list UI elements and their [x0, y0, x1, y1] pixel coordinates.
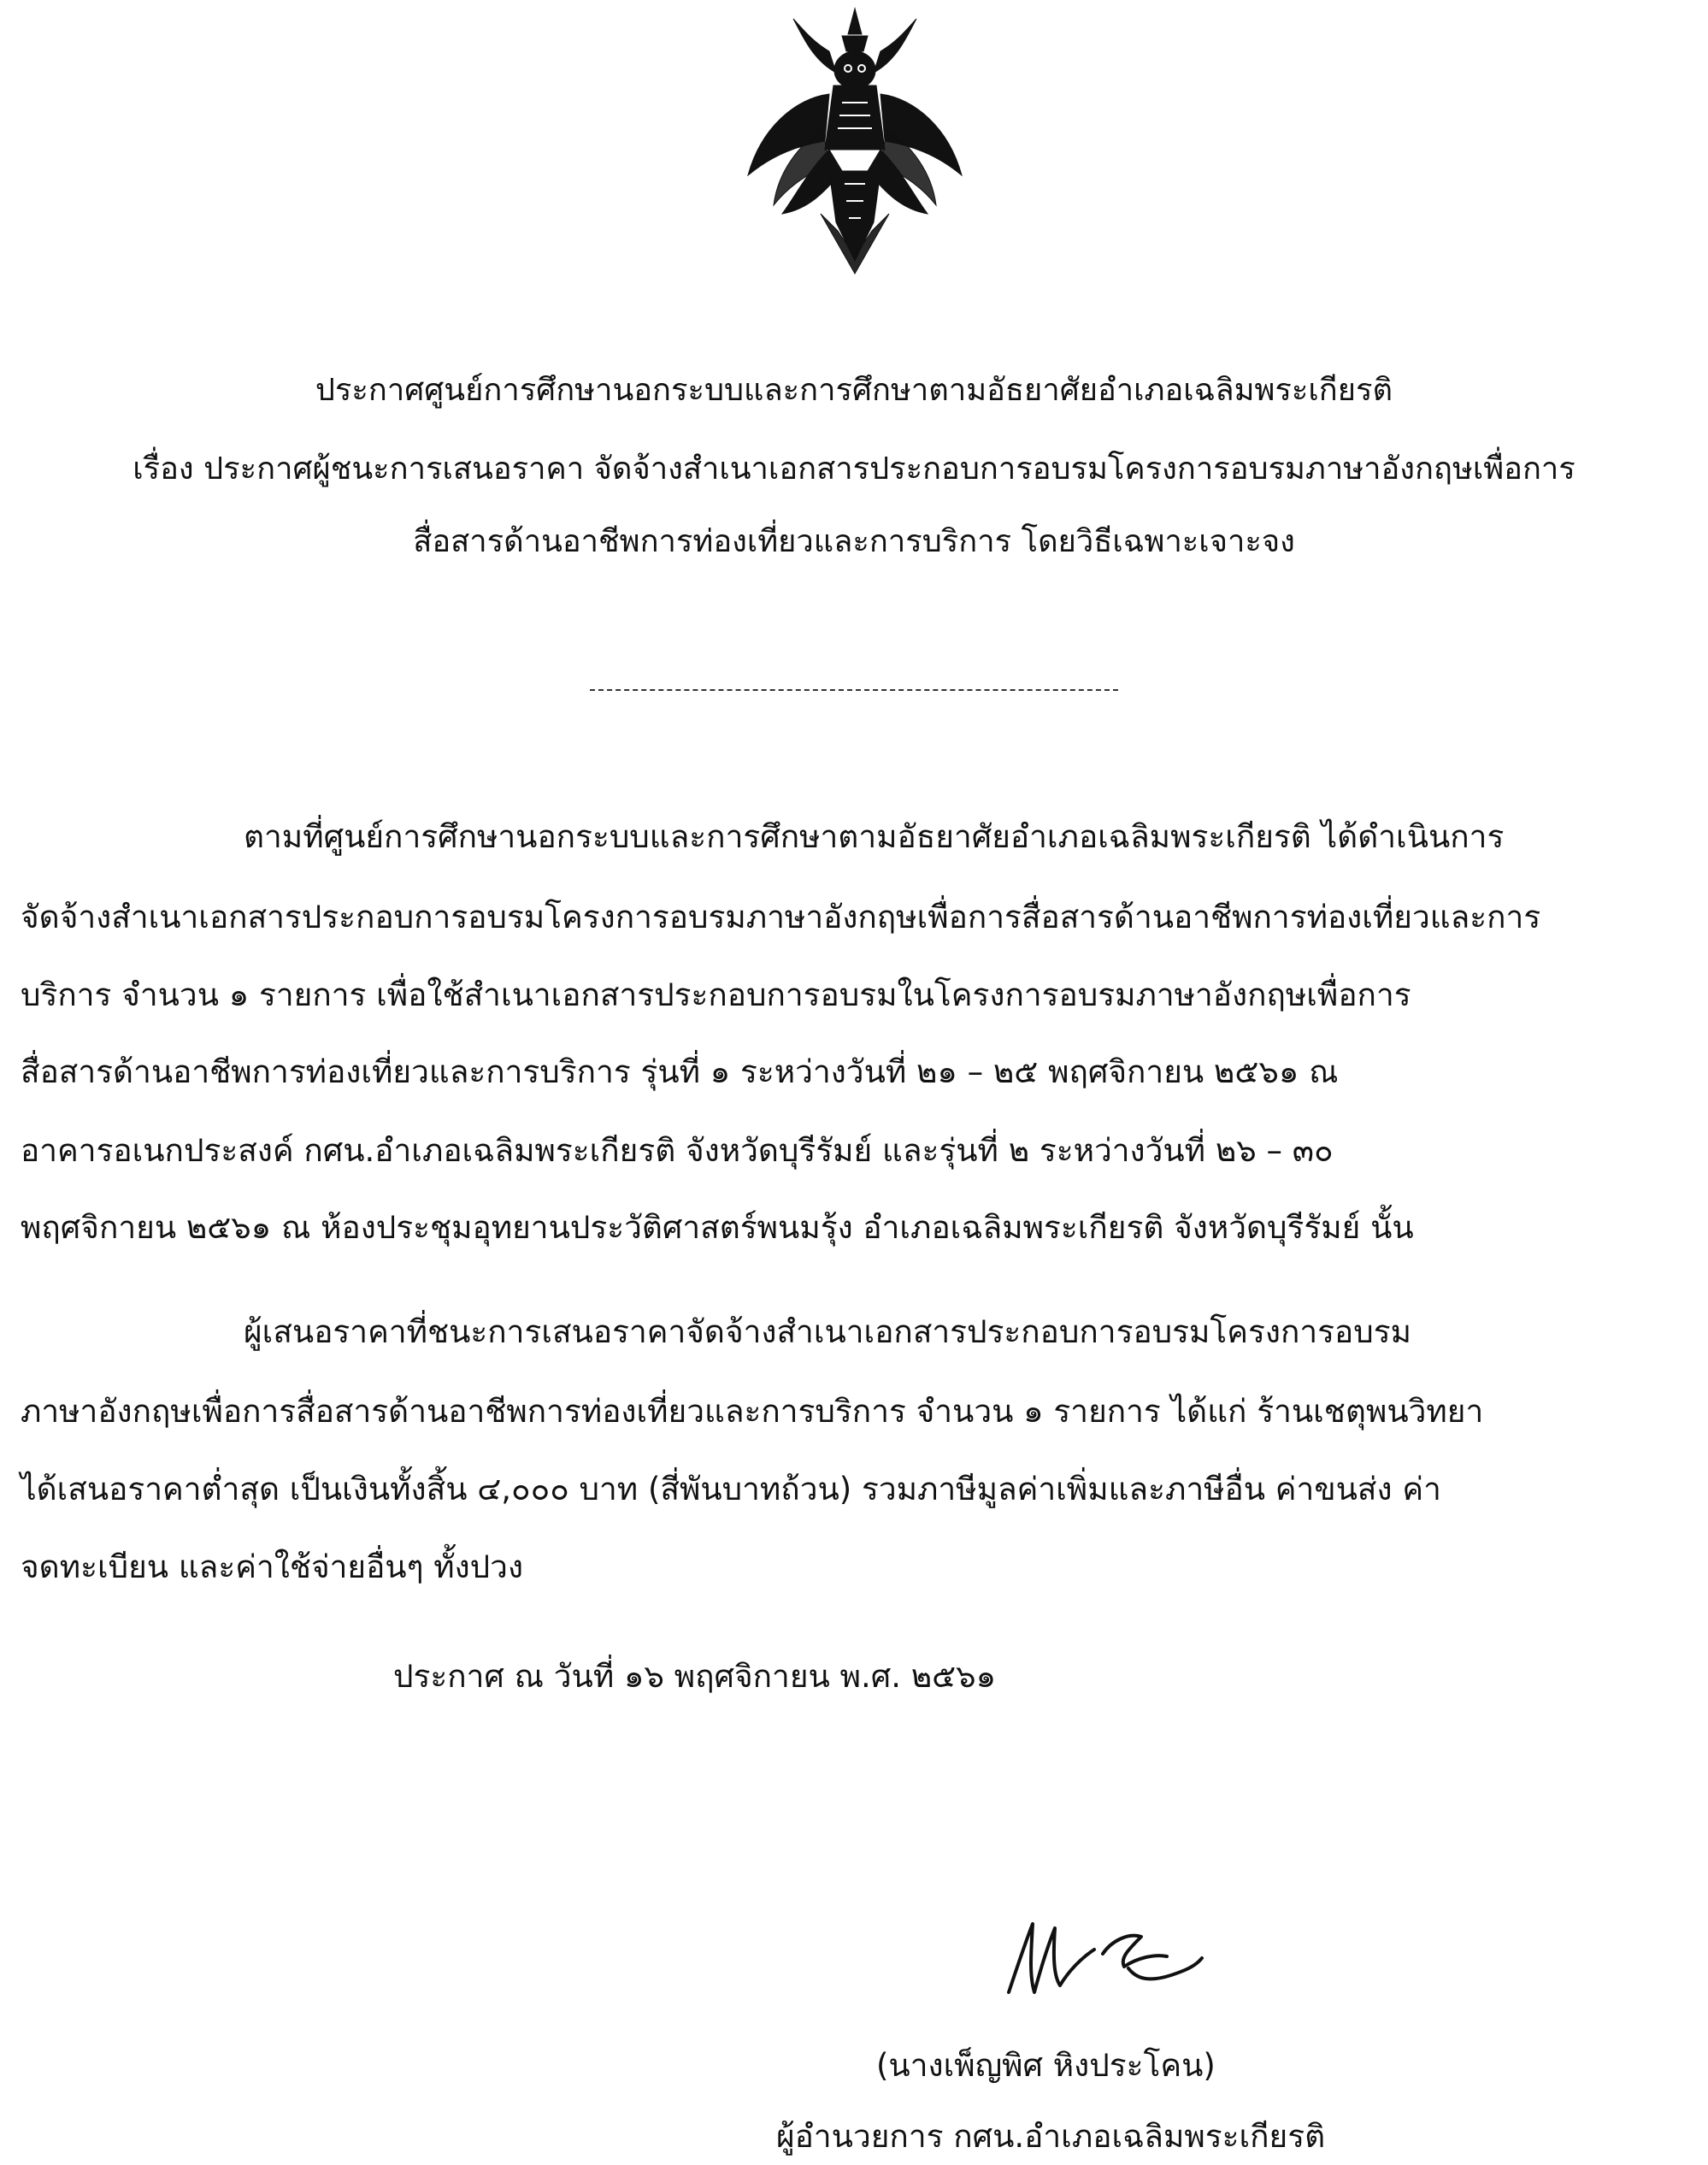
paragraph-line: อาคารอเนกประสงค์ กศน.อำเภอเฉลิมพระเกียรติ จังหวัดบุรีรัมย์ และรุ่นที่ ๒ ระหว่างวันที่ ๒๖ – ๓๐ [21, 1132, 1334, 1169]
announcement-date: ประกาศ ณ วันที่ ๑๖ พฤศจิกายน พ.ศ. ๒๕๖๑ [393, 1658, 997, 1695]
paragraph-line: จดทะเบียน และค่าใช้จ่ายอื่นๆ ทั้งปวง [21, 1549, 524, 1585]
header-divider [590, 689, 1118, 691]
announcement-subject: เรื่อง ประกาศผู้ชนะการเสนอราคา จัดจ้างสำเนาเอกสารประกอบการอบรมโครงการอบรมภาษาอังกฤษเพื่อการ [133, 450, 1575, 487]
paragraph-line: พฤศจิกายน ๒๕๖๑ ณ ห้องประชุมอุทยานประวัติศาสตร์พนมรุ้ง อำเภอเฉลิมพระเกียรติ จังหวัดบุรีรัมย์ นั้น [21, 1209, 1414, 1246]
paragraph-line: ได้เสนอราคาต่ำสุด เป็นเงินทั้งสิ้น ๔,๐๐๐ บาท (สี่พันบาทถ้วน) รวมภาษีมูลค่าเพิ่มและภาษีอื่น ค่าขนส่ง ค่า [21, 1471, 1441, 1507]
announcement-title: ประกาศศูนย์การศึกษานอกระบบและการศึกษาตามอัธยาศัยอำเภอเฉลิมพระเกียรติ [315, 371, 1393, 408]
paragraph-line: ภาษาอังกฤษเพื่อการสื่อสารด้านอาชีพการท่องเที่ยวและการบริการ จำนวน ๑ รายการ ได้แก่ ร้านเชตุพนวิทยา [21, 1393, 1484, 1430]
paragraph-line: ผู้เสนอราคาที่ชนะการเสนอราคาจัดจ้างสำเนาเอกสารประกอบการอบรมโครงการอบรม [244, 1313, 1412, 1350]
paragraph-line: บริการ จำนวน ๑ รายการ เพื่อใช้สำเนาเอกสารประกอบการอบรมในโครงการอบรมภาษาอังกฤษเพื่อการ [21, 976, 1411, 1013]
paragraph-line: สื่อสารด้านอาชีพการท่องเที่ยวและการบริการ รุ่นที่ ๑ ระหว่างวันที่ ๒๑ – ๒๕ พฤศจิกายน ๒๕๖๑ ณ [21, 1053, 1339, 1090]
garuda-emblem-icon [727, 0, 983, 282]
paragraph-line: จัดจ้างสำเนาเอกสารประกอบการอบรมโครงการอบรมภาษาอังกฤษเพื่อการสื่อสารด้านอาชีพการท่องเที่ยวและการ [21, 899, 1541, 935]
signatory-title: ผู้อำนวยการ กศน.อำเภอเฉลิมพระเกียรติ [776, 2118, 1326, 2155]
signatory-name: (นางเพ็ญพิศ หิงประโคน) [876, 2047, 1216, 2084]
paragraph-line: ตามที่ศูนย์การศึกษานอกระบบและการศึกษาตามอัธยาศัยอำเภอเฉลิมพระเกียรติ ได้ดำเนินการ [244, 818, 1505, 855]
announcement-subject-cont: สื่อสารด้านอาชีพการท่องเที่ยวและการบริการ โดยวิธีเฉพาะเจาะจง [413, 522, 1295, 559]
handwritten-signature-icon [1000, 1907, 1205, 2009]
